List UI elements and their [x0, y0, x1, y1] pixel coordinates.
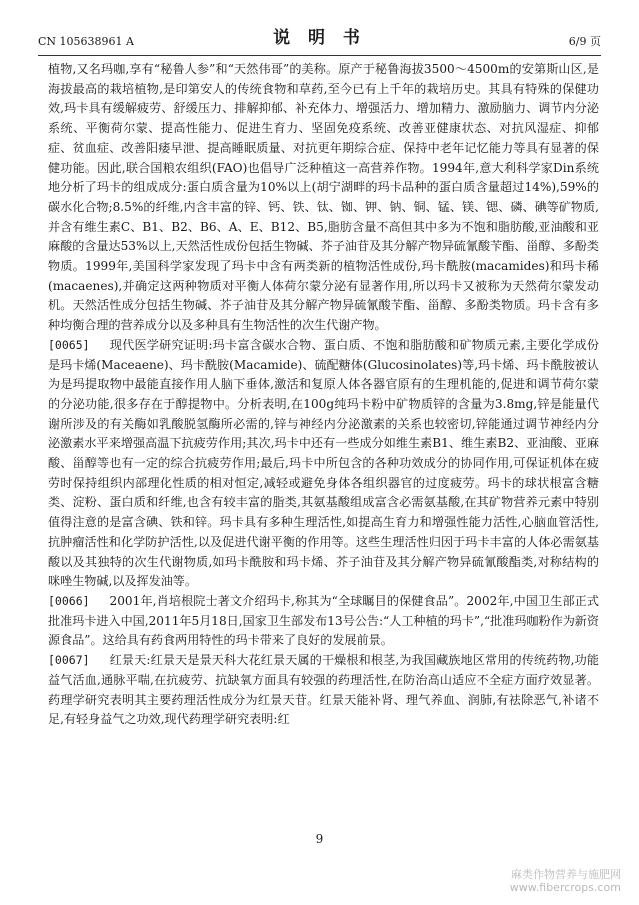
paragraph-text: 红景天:红景天是景天科大花红景天属的干燥根和根茎,为我国藏族地区常用的传统药物,功能益气活血,通脉平喘,在抗疲劳、抗缺氧方面具有较强的药理活性,在防治高山适应不全症方面疗效显著。药理学研究表明其主要药理活性成分为红景天苷。红景天能补肾、理气养血、润肺,有祛除恶气,补诸不足,有轻身益气之功效,现代药理学研究表明:红	[48, 653, 599, 727]
paragraph-0067	[48, 651, 599, 730]
watermark-line-1: 麻类作物营养与施肥网	[511, 868, 621, 881]
document-body	[48, 60, 599, 730]
paragraph-0065	[48, 336, 599, 592]
paragraph-number: [0065]	[48, 337, 90, 352]
patent-number: CN 105638961 A	[38, 35, 134, 48]
paragraph-number: [0067]	[48, 653, 90, 668]
paragraph-number: [0066]	[48, 593, 90, 608]
paragraph-continuation	[48, 60, 599, 336]
page-indicator: 6/9 页	[568, 35, 601, 48]
page-number: 9	[315, 832, 324, 846]
watermark-line-2: www.fibercrops.com	[509, 881, 621, 894]
paragraph-text: 植物,又名玛咖,享有“秘鲁人参”和“天然伟哥”的美称。原产于秘鲁海拔3500～4500m的安第斯山区,是海拔最高的栽培植物,是印第安人的传统食物和草药,至今已有上千年的栽培历史。其具有特殊的保健功效,玛卡具有缓解疲劳、舒缓压力、排解抑郁、补充体力、增强活力、增加精力、激励脑力、调节内分泌系统、平衡荷尔蒙、提高性能力、促进生育力、坚固免疫系统、改善亚健康状态、对抗风湿症、抑郁症、贫血症、改善阳痿早泄、提高睡眠质量、对抗更年期综合症、保持中老年记忆能力等具有显著的保健功能。因此,联合国粮农组织(FAO)也倡导广泛种植这一高营养作物。1994年,意大利科学家Din系统地分析了玛卡的组成成分:蛋白质含量为10%以上(胡宁湖畔的玛卡品种的蛋白质含量超过14%),59%的碳水化合物;8.5%的纤维,内含丰富的锌、钙、铁、钛、铷、钾、钠、铜、锰、镁、锶、磷、碘等矿物质,并含有维生素C、B1、B2、B6、A、E、B12、B5,脂肪含量不高但其中多为不饱和脂肪酸,亚油酸和亚麻酸的含量达53%以上,天然活性成份包括生物碱、芥子油苷及其分解产物异硫氰酸苄酯、甾醇、多酚类物质。1999年,美国科学家发现了玛卡中含有两类新的植物活性成份,玛卡酰胺(macamides)和玛卡稀(macaenes),并确定这两种物质对平衡人体荷尔蒙分泌有显著作用,所以玛卡又被称为天然荷尔蒙发动机。天然活性成分包括生物碱、芥子油苷及其分解产物异硫氰酸苄酯、甾醇、多酚类物质。玛卡含有多种均衡合理的营养成分以及多种具有生物活性的次生代谢产物。	[48, 62, 599, 333]
paragraph-text: 2001年,肖培根院士著文介绍玛卡,称其为“全球瞩目的保健食品”。2002年,中国卫生部正式批准玛卡进入中国,2011年5月18日,国家卫生部发布13号公告:“人工种植的玛卡”,“批准玛咖粉作为新资源食品”。这给具有药食两用特性的玛卡带来了良好的发展前景。	[48, 593, 599, 648]
site-watermark	[510, 868, 621, 894]
document-title: 说 明 书	[273, 28, 366, 48]
paragraph-text: 现代医学研究证明:玛卡富含碳水合物、蛋白质、不饱和脂肪酸和矿物质元素,主要化学成份是玛卡烯(Maceaene)、玛卡酰胺(Macamide)、硫配糖体(Glucosinolates)等,玛卡烯、玛卡酰胺被认为是玛提取物中最能直接作用人脑下垂体,激活和复原人体各器官原有的生理机能的,促进和调节荷尔蒙的分泌功能,很多存在于醇提物中。分析表明,在100g纯玛卡粉中矿物质锌的含量为3.8mg,锌是能量代谢所涉及的有关酶如乳酸脱氢酶所必需的,锌与神经内分泌激素的关系也较密切,锌能通过调节神经内分泌激素水平来增强高温下抗疲劳作用;其次,玛卡中还有一些成分如维生素B1、维生素B2、亚油酸、亚麻酸、甾醇等也有一定的综合抗疲劳作用;最后,玛卡中所包含的各种功效成分的协同作用,可保证机体在疲劳时保持组织内部理化性质的相对恒定,减轻或避免身体各组织器官的过度疲劳。玛卡的球状根富含糖类、淀粉、蛋白质和纤维,也含有较丰富的脂类,其氨基酸组成富含必需氨基酸,在其矿物营养元素中特别值得注意的是富含碘、铁和锌。玛卡具有多种生理活性,如提高生育力和增强性能力活性,心脑血管活性,抗肿瘤活性和化学防护活性,以及促进代谢平衡的作用等。这些生理活性归因于玛卡丰富的人体必需氨基酸以及其独特的次生代谢物质,如玛卡酰胺和玛卡烯、芥子油苷及其分解产物异硫氰酸酯类,对称结构的咪唑生物碱,以及挥发油等。	[48, 337, 599, 589]
header-divider	[38, 55, 601, 56]
page-header	[38, 26, 601, 50]
paragraph-0066	[48, 592, 599, 651]
